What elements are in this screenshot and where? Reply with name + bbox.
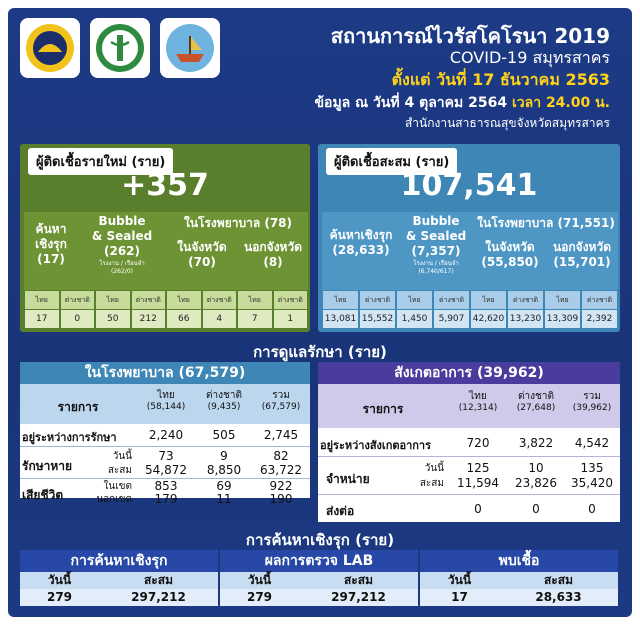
search-group [20,550,218,606]
cum-value-cell: 15,552 [360,310,395,328]
cum-value-cell: 13,230 [508,310,543,328]
cum-value-cell: 1,450 [397,310,432,328]
care-section-title: การดูแลรักษา (ราย) [253,343,387,361]
cum-value-cell: 42,620 [471,310,506,328]
cum-col-header: ต่างชาติ [360,291,395,309]
search-today-value: 279 [220,589,299,606]
data-time: เวลา 24.00 น. [511,95,610,111]
search-groups [20,550,620,606]
hospital-death-out-foreign: 11 [216,492,232,506]
hospital-death-in-label: ในเขต [103,481,132,492]
cumulative-total: 107,541 [400,168,538,203]
cum-col-header: ไทย [397,291,432,309]
new-value-cell: 0 [61,310,95,328]
observe-watching-foreign: 3,822 [518,436,554,450]
hospital-row-death-label: เสียชีวิต [22,488,64,502]
cum-col-header: ไทย [323,291,358,309]
new-hospital-label: ในโรงพยาบาล (78) [183,216,293,230]
hospital-col-thai-sub: (58,144) [146,402,186,412]
hospital-recovered-today-thai: 73 [158,449,174,463]
hospital-treating-total: 2,745 [263,428,299,442]
observe-col-foreign-sub: (27,648) [516,403,556,413]
cum-col-header: ต่างชาติ [582,291,617,309]
observe-col-thai-sub: (12,314) [458,403,498,413]
hospital-recovered-today-label: วันนี้ [112,451,132,462]
search-today-value: 279 [20,589,99,606]
new-value-cell: 1 [274,310,308,328]
cum-value-cell: 2,392 [582,310,617,328]
infographic-card [8,8,632,617]
province-seal-logo [20,18,80,78]
observe-col-item: รายการ [362,402,404,416]
new-value-cell: 66 [167,310,201,328]
observe-col-thai: ไทย [469,391,487,402]
observe-discharge-today-label: วันนี้ [424,463,444,474]
row-divider [318,494,620,495]
new-in-province-label: ในจังหวัด (70) [177,240,227,269]
observe-discharge-today-foreign: 10 [528,461,544,475]
cum-col-header: ไทย [471,291,506,309]
page-title: สถานการณ์ไวรัสโคโรนา 2019 [330,24,610,48]
provincial-health-office-logo [160,18,220,78]
new-col-header: ไทย [167,291,201,309]
new-bubble-note: โรงงาน / เรือนจำ (262/0) [99,260,145,275]
since-date: ตั้งแต่ วันที่ 17 ธันวาคม 2563 [391,70,610,89]
cum-col-header: ไทย [545,291,580,309]
search-group [420,550,618,606]
cum-bubble-label: Bubble & Sealed (7,357) [405,214,467,258]
hospital-row-treating-label: อยู่ระหว่างการรักษา [22,431,117,444]
search-section-title: การค้นหาเชิงรุก (ราย) [245,531,395,549]
observe-discharge-cum-thai: 11,594 [457,476,499,490]
hospital-table-title: ในโรงพยาบาล (67,579) [20,362,310,384]
new-value-cell: 7 [238,310,272,328]
cum-col-header: ต่างชาติ [434,291,469,309]
search-today-label: วันนี้ [420,572,499,589]
new-bubble-label: Bubble & Sealed (262) [91,214,153,258]
hospital-death-out-thai: 179 [154,492,178,506]
search-today-label: วันนี้ [220,572,299,589]
search-today-value: 17 [420,589,499,606]
hospital-recovered-cum-foreign: 8,850 [206,463,242,477]
cum-active-search-label: ค้นหาเชิงรุก (28,633) [329,228,393,257]
new-col-header: ไทย [96,291,130,309]
hospital-death-in-total: 922 [269,479,293,493]
search-group-title: ผลการตรวจ LAB [220,550,418,572]
new-value-cell: 17 [25,310,59,328]
observe-discharge-today-thai: 125 [466,461,490,475]
cumulative-title: ผู้ติดเชื้อสะสม (ราย) [326,148,457,175]
observe-watching-total: 4,542 [574,436,610,450]
hospital-death-out-total: 190 [269,492,293,506]
hospital-recovered-cum-label: สะสม [107,465,132,476]
cumulative-values [322,291,618,329]
new-active-search-label: ค้นหา เชิงรุก (17) [35,222,67,266]
row-divider [20,446,310,447]
observe-row-referral-label: ส่งต่อ [326,504,355,518]
observe-watching-thai: 720 [466,436,490,450]
observe-discharge-cum-label: สะสม [419,478,444,489]
observe-col-total-sub: (39,962) [572,403,612,413]
hospital-recovered-cum-total: 63,722 [260,463,302,477]
cum-value-cell: 5,907 [434,310,469,328]
data-date: ข้อมูล ณ วันที่ 4 ตุลาคม 2564 [314,95,508,111]
observe-col-total: รวม [583,391,601,402]
search-cum-label: สะสม [99,572,218,589]
new-col-header: ต่างชาติ [61,291,95,309]
observe-discharge-cum-foreign: 23,826 [515,476,557,490]
hospital-col-total: รวม [272,390,290,401]
hospital-death-in-foreign: 69 [216,479,232,493]
search-cum-value: 28,633 [499,589,618,606]
hospital-recovered-today-foreign: 9 [220,449,228,463]
hospital-col-thai: ไทย [157,390,175,401]
new-value-cell: 4 [203,310,237,328]
new-cases-title: ผู้ติดเชื้อรายใหม่ (ราย) [28,148,173,175]
cum-in-province-label: ในจังหวัด (55,850) [481,240,539,269]
observe-col-foreign: ต่างชาติ [518,391,554,402]
new-out-province-label: นอกจังหวัด (8) [243,240,302,269]
new-cases-values [24,291,308,329]
search-group-title: การค้นหาเชิงรุก [20,550,218,572]
cum-value-cell: 13,081 [323,310,358,328]
observe-referral-thai: 0 [474,502,482,516]
row-divider [318,456,620,457]
new-col-header: ไทย [25,291,59,309]
search-cum-value: 297,212 [299,589,418,606]
ministry-health-logo [90,18,150,78]
search-cum-value: 297,212 [99,589,218,606]
search-group [220,550,418,606]
new-col-header: ไทย [238,291,272,309]
search-today-label: วันนี้ [20,572,99,589]
observe-discharge-cum-total: 35,420 [571,476,613,490]
new-cases-total: +357 [121,168,209,203]
search-group-title: พบเชื้อ [420,550,618,572]
observe-row-watching-label: อยู่ระหว่างสังเกตอาการ [320,439,432,452]
cum-hospital-label: ในโรงพยาบาล (71,551) [477,216,615,230]
new-value-cell: 212 [132,310,166,328]
hospital-recovered-today-total: 82 [273,449,289,463]
observe-discharge-today-total: 135 [580,461,604,475]
hospital-death-out-label: นอกเขต [96,494,132,505]
hospital-death-in-thai: 853 [154,479,178,493]
new-col-header: ต่างชาติ [132,291,166,309]
cum-col-header: ต่างชาติ [508,291,543,309]
hospital-col-total-sub: (67,579) [261,402,301,412]
cum-bubble-note: โรงงาน / เรือนจำ (6,740/617) [413,260,459,275]
cum-value-cell: 13,309 [545,310,580,328]
data-date-line [314,92,610,114]
observe-table-title: สังเกตอาการ (39,962) [318,362,620,384]
search-cum-label: สะสม [299,572,418,589]
organization-name: สำนักงานสาธารณสุขจังหวัดสมุทรสาคร [404,116,610,130]
cum-out-province-label: นอกจังหวัด (15,701) [552,240,611,269]
hospital-recovered-cum-thai: 54,872 [145,463,187,477]
hospital-treating-thai: 2,240 [148,428,184,442]
new-col-header: ต่างชาติ [274,291,308,309]
page-subtitle: COVID-19 สมุทรสาคร [449,48,610,67]
hospital-row-recovered-label: รักษาหาย [22,459,73,473]
new-value-cell: 50 [96,310,130,328]
hospital-col-item: รายการ [57,400,99,414]
hospital-treating-foreign: 505 [212,428,236,442]
hospital-col-foreign: ต่างชาติ [206,390,242,401]
observe-row-discharge-label: จำหน่าย [326,472,370,486]
observe-referral-total: 0 [588,502,596,516]
new-col-header: ต่างชาติ [203,291,237,309]
hospital-col-foreign-sub: (9,435) [207,402,241,412]
observe-referral-foreign: 0 [532,502,540,516]
search-cum-label: สะสม [499,572,618,589]
